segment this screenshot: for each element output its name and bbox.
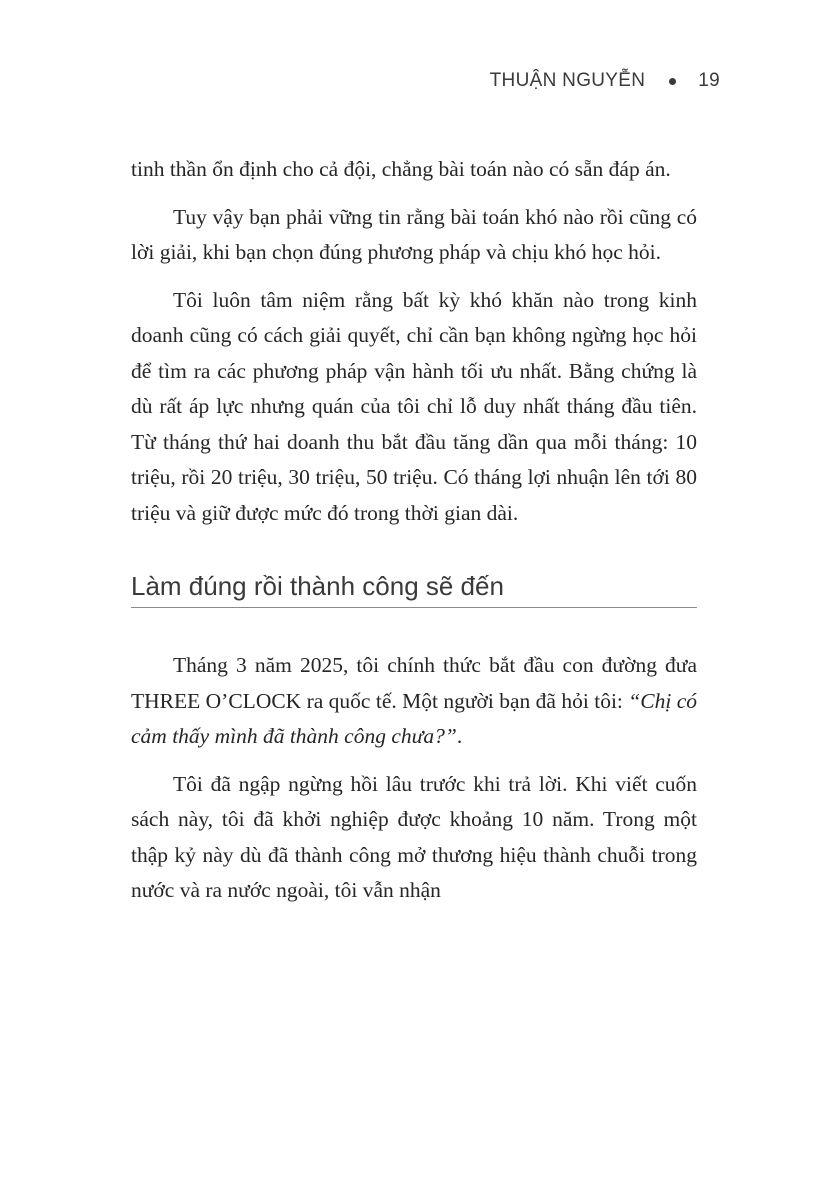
paragraph-continued: tinh thần ổn định cho cả đội, chẳng bài toán nào có sẵn đáp án. (131, 157, 671, 181)
paragraph-text: . (456, 724, 463, 748)
paragraph-text: Tháng 3 năm 2025, tôi chính thức bắt đầu con đường đưa THREE O’CLOCK ra quốc tế. Một người bạn đã hỏi tôi: (131, 653, 697, 713)
page-body (131, 152, 697, 921)
paragraph: Tôi luôn tâm niệm rằng bất kỳ khó khăn nào trong kinh doanh cũng có cách giải quyết, chỉ cần bạn không ngừng học hỏi để tìm ra các phương pháp vận hành tối ưu nhất. Bằng chứng là dù rất áp lực nhưng quán của tôi chỉ lỗ duy nhất tháng đầu tiên. Từ tháng thứ hai doanh thu bắt đầu tăng dần qua mỗi tháng: 10 triệu, rồi 20 triệu, 30 triệu, 50 triệu. Có tháng lợi nhuận lên tới 80 triệu và giữ được mức đó trong thời gian dài. (131, 287, 697, 525)
running-header (490, 70, 720, 92)
author-name: THUẬN NGUYỄN (489, 70, 646, 91)
paragraph (131, 648, 697, 755)
section-heading: Làm đúng rồi thành công sẽ đến (131, 569, 697, 608)
paragraph: Tuy vậy bạn phải vững tin rằng bài toán khó nào rồi cũng có lời giải, khi bạn chọn đúng phương pháp và chịu khó học hỏi. (131, 204, 697, 264)
paragraph: Tôi đã ngập ngừng hồi lâu trước khi trả lời. Khi viết cuốn sách này, tôi đã khởi nghiệp được khoảng 10 năm. Trong một thập kỷ này dù đã thành công mở thương hiệu thành chuỗi trong nước và ra nước ngoài, tôi vẫn nhận (131, 771, 697, 902)
page-number: 19 (698, 70, 720, 91)
bullet-separator (669, 78, 676, 85)
quoted-question: “Chị có cảm thấy mình đã thành công chưa?” (131, 688, 697, 748)
